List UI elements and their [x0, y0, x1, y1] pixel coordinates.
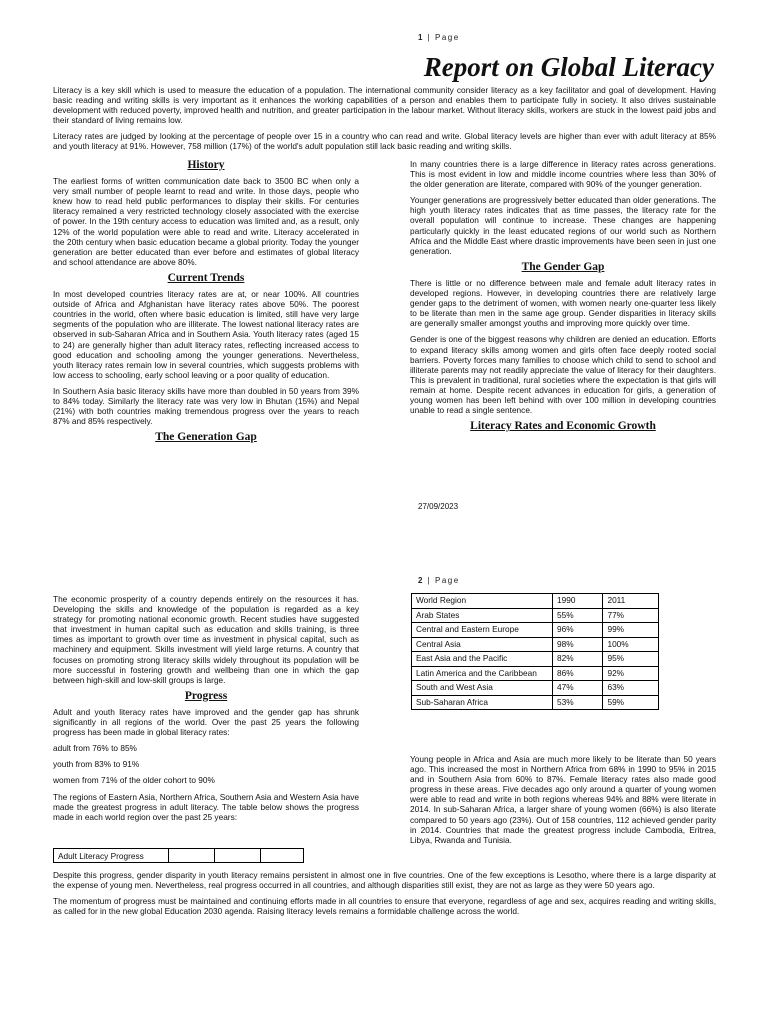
- economic-growth-text: The economic prosperity of a country depends entirely on the resources it has. Developing the skills and knowledge of the population is regarded as a key strategy for promoting national economic growth. Recent studies have suggested that investment in human capital such as education and skills training, is three times as important to growth over time as investment in physical capital, such as machinery and equipment. Skills investment will yield large returns. A country that focuses on promoting strong literacy skills widely throughout its population will be more successful in fostering growth and wellbeing than one in which the gap between high-skill and low-skill groups is large.: [53, 594, 359, 685]
- table-cell: 96%: [553, 623, 603, 638]
- page-number-2: 2 | Page: [418, 576, 460, 585]
- closing-section: [53, 870, 716, 922]
- table-row: [54, 849, 304, 863]
- gender-gap-heading: The Gender Gap: [521, 260, 605, 273]
- history-text: The earliest forms of written communication date back to 3500 BC when only a very small number of people learnt to read and write. In those days, people who knew how to read held public performances to display their skills. For centuries literacy remained a very restricted technology closely associated with the exercise of power. In the 19th century access to education was limited and, as a result, only 12% of the world population were able to read and write. Literacy accelerated in the 20th century when basic education became a global priority. Today the younger generation are better educated than ever before and estimates of global literacy and school attendance are above 80%.: [53, 176, 359, 267]
- progress-item: women from 71% of the older cohort to 90%: [53, 775, 215, 786]
- generation-gap-heading: The Generation Gap: [155, 431, 257, 444]
- table-header-cell: World Region: [412, 594, 553, 609]
- table-cell: [261, 849, 304, 863]
- current-trends-paragraph: In most developed countries literacy rates are at, or near 100%. All countries outside of Africa and Afghanistan have literacy rates above 50%. The poorest countries in the world, often where basic education is limited, still have very large segments of the population who are illiterate. The lowest national literacy rates are observed in sub-Saharan Africa and in Southern Asia. Youth literacy rates (aged 15 to 24) are generally higher than adult literacy rates, reflecting increased access to good education and schooling among the younger generations. Nevertheless, youth literacy rates remain low in several countries, which suggests problems with low access to schooling, early school leaving or a poor quality of education.: [53, 289, 359, 380]
- intro-paragraph: Literacy rates are judged by looking at the percentage of people over 15 in a country who can read and write. Global literacy levels are higher than ever with adult literacy at 85% and youth literacy at 91%. However, 758 million (17%) of the world's adult population still lack basic reading and writing skills.: [53, 131, 716, 152]
- page2-right-column: [410, 754, 716, 851]
- table-cell: Sub-Saharan Africa: [412, 695, 553, 710]
- table-cell: 59%: [603, 695, 659, 710]
- table-cell: 82%: [553, 652, 603, 667]
- world-region-table: [411, 593, 659, 710]
- table-cell: 98%: [553, 637, 603, 652]
- right-column: [410, 159, 716, 437]
- gender-gap-paragraph: Gender is one of the biggest reasons why children are denied an education. Efforts to expand literacy skills among women and girls often face deeply rooted social barriers. Poverty forces many families to choose which child to send to school and illiterate parents may not readily appreciate the value of literacy for their daughters. This is prevalent in traditional, rural societies where the expectation is that girls will remain at home. Despite recent advances in education for girls, a generation of young women has been left behind with over 100 million in developing countries unable to read a single sentence.: [410, 334, 716, 416]
- table-cell: 63%: [603, 681, 659, 696]
- table-row: [412, 652, 659, 667]
- table-cell: Central and Eastern Europe: [412, 623, 553, 638]
- table-cell: 100%: [603, 637, 659, 652]
- table-cell: 55%: [553, 608, 603, 623]
- report-title: Report on Global Literacy: [423, 52, 714, 82]
- left-column: [53, 154, 359, 448]
- intro-paragraph: Literacy is a key skill which is used to measure the education of a population. The international community consider literacy as a key facilitator and goal of development. Having basic reading and writing skills is very important as it enhances the working capabilities of a person and enables them to participate fully in society. It also drives sustainable development with reduced poverty, improved health and nutrition, and greater participation in the labour market. Without literacy skills, workers are stuck in the lowest paid jobs and their standard of living remains low.: [53, 85, 716, 126]
- table-row: [412, 608, 659, 623]
- table-cell: 99%: [603, 623, 659, 638]
- table-row: [412, 623, 659, 638]
- table-cell: Central Asia: [412, 637, 553, 652]
- table-cell: 92%: [603, 666, 659, 681]
- table-cell: [215, 849, 261, 863]
- table-cell: Arab States: [412, 608, 553, 623]
- table-cell: 95%: [603, 652, 659, 667]
- gender-gap-paragraph: There is little or no difference between male and female adult literacy rates in developed regions. However, in developing countries there are relatively large gender gaps to the detriment of women, with women nearly one-quarter less likely to be literate than men in the same age group. Gender disparities in literacy skills are generally smaller amongst youths and improving more quickly over time.: [410, 277, 716, 329]
- table-row: [412, 695, 659, 710]
- table-header-cell: 1990: [553, 594, 603, 609]
- table-header-cell: 2011: [603, 594, 659, 609]
- table-cell: Latin America and the Caribbean: [412, 666, 553, 681]
- table-header-row: [412, 594, 659, 609]
- table-row: [412, 637, 659, 652]
- generation-gap-paragraph: In many countries there is a large difference in literacy rates across generations. This is most evident in low and middle income countries where less than 30% of the older generation are literate, compared with 90% of the younger generation.: [410, 159, 716, 190]
- table-cell: 86%: [553, 666, 603, 681]
- table-cell: 53%: [553, 695, 603, 710]
- page-number-1: 1 | Page: [418, 33, 460, 42]
- table-row: [412, 681, 659, 696]
- economic-growth-heading: Literacy Rates and Economic Growth: [470, 420, 656, 433]
- table-cell: 47%: [553, 681, 603, 696]
- table-cell: [169, 849, 215, 863]
- table-cell: East Asia and the Pacific: [412, 652, 553, 667]
- adult-literacy-progress-table: [53, 848, 304, 863]
- table-cell: 77%: [603, 608, 659, 623]
- progress-item: adult from 76% to 85%: [53, 743, 137, 754]
- progress-regions-text: The regions of Eastern Asia, Northern Africa, Southern Asia and Western Asia have made the greatest progress in adult literacy. The table below shows the progress made in each world region over the past 25 years:: [53, 791, 359, 822]
- progress-intro: Adult and youth literacy rates have improved and the gender gap has shrunk significantly in all regions of the world. Over the past 25 years the following progress has been made in global literacy rates:: [53, 706, 359, 738]
- document-date: 27/09/2023: [418, 502, 459, 511]
- intro-section: [53, 85, 716, 158]
- progress-heading: Progress: [184, 689, 228, 702]
- page2-left-column: [53, 594, 359, 828]
- table-cell: South and West Asia: [412, 681, 553, 696]
- current-trends-heading: Current Trends: [167, 271, 245, 284]
- table-cell: Adult Literacy Progress: [54, 849, 169, 863]
- progress-item: youth from 83% to 91%: [53, 759, 140, 770]
- generation-gap-paragraph: Younger generations are progressively better educated than older generations. The high youth literacy rates indicates that as time passes, the literacy rate for the overall population will continue to increase. These changes are happening particularly quickly in the least educated regions of our world such as Northern Africa and the Middle East where drastic improvements have been seen in just one generation.: [410, 195, 716, 256]
- history-heading: History: [187, 159, 225, 171]
- closing-paragraph: Despite this progress, gender disparity in youth literacy remains persistent in almost one in five countries. One of the few exceptions is Lesotho, where there is a large disparity at the expense of young men. Nevertheless, real progress occurred in all countries, and although disparities still exist, they are not as large as they were 50 years ago.: [53, 870, 716, 891]
- current-trends-paragraph: In Southern Asia basic literacy skills have more than doubled in 50 years from 39% to 84% today. Similarly the literacy rate was very low in Bhutan (15%) and Nepal (21%) with both countries making tremendous progress over the years to reach 87% and 85% respectively.: [53, 385, 359, 427]
- closing-paragraph: The momentum of progress must be maintained and continuing efforts made in all countries to ensure that everyone, regardless of age and sex, acquires reading and writing skills, as called for in the new global Education 2030 agenda. Raising literacy levels remains a formidable challenge across the world.: [53, 896, 716, 917]
- young-people-paragraph: Young people in Africa and Asia are much more likely to be literate than 50 years ago. This increased the most in Northern Africa from 68% in 1990 to 95% in 2015 and in Southern Asia from 60% to 87%. Female literacy rates also made good progress in these areas. Five decades ago only around a quarter of young women were able to read and write in both regions whereas 94% and 88% were literate in 2014. In sub-Saharan Africa, a larger share of young women (66%) is also literate compared to 50 years ago (23%). Out of 158 countries, 112 achieved gender parity in 2014. Countries that made the greatest progress include Cambodia, Eritrea, Libya, Rwanda and Tunisia.: [410, 754, 716, 845]
- table-row: [412, 666, 659, 681]
